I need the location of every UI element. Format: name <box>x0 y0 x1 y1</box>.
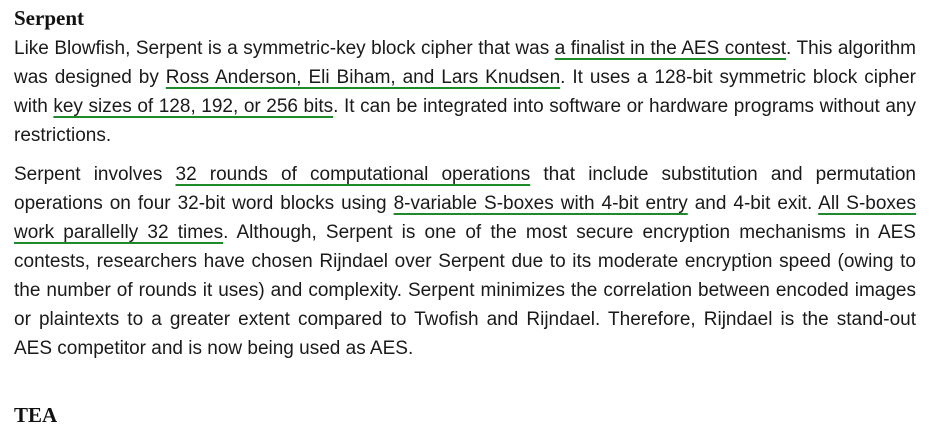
highlight-sboxes: 8-variable S-boxes with 4-bit entry <box>393 193 688 214</box>
next-section-heading: TEA <box>14 403 58 427</box>
paragraph-1-text-4: . It can be integrated into software or hardware programs without any restrictions. <box>14 96 917 146</box>
paragraph-2 <box>14 160 916 363</box>
paragraph-1 <box>14 34 916 150</box>
highlight-key-sizes: key sizes of 128, 192, or 256 bits <box>53 96 334 117</box>
paragraph-2-text-2: that include substitution and permutation operations on four 32-bit word blocks using <box>14 164 917 214</box>
section-heading: Serpent <box>14 6 84 30</box>
highlight-designers: Ross Anderson, Eli Biham, and Lars Knudsen <box>165 67 561 88</box>
highlight-rounds: 32 rounds of computational operations <box>175 164 531 185</box>
highlight-aes-finalist: a finalist in the AES contest <box>554 38 787 59</box>
document-page <box>14 4 916 363</box>
paragraph-1-text-2: . This algorithm was designed by <box>14 38 917 88</box>
paragraph-1-text-3: . It uses a 128-bit symmetric block cipher with <box>14 67 916 117</box>
paragraph-2-text-1: Serpent involves <box>14 164 176 185</box>
paragraph-2-text-4: . Although, Serpent is one of the most secure encryption mechanisms in AES contests, researchers have chosen Rijndael over Serpent due to its moderate encryption speed (owing to the number of rounds it uses) and complexity. Serpent minimizes the correlation between encoded images or plaintexts to a greater extent compared to Twofish and Rijndael. Therefore, Rijndael is the stand-out AES competitor and is now being used as AES. <box>14 222 916 359</box>
paragraph-2-text-3: and 4-bit exit. <box>687 193 819 214</box>
paragraph-1-text-1: Like Blowfish, Serpent is a symmetric-key block cipher that was <box>14 38 555 59</box>
highlight-parallel: All S-boxes work parallelly 32 times <box>14 193 916 243</box>
